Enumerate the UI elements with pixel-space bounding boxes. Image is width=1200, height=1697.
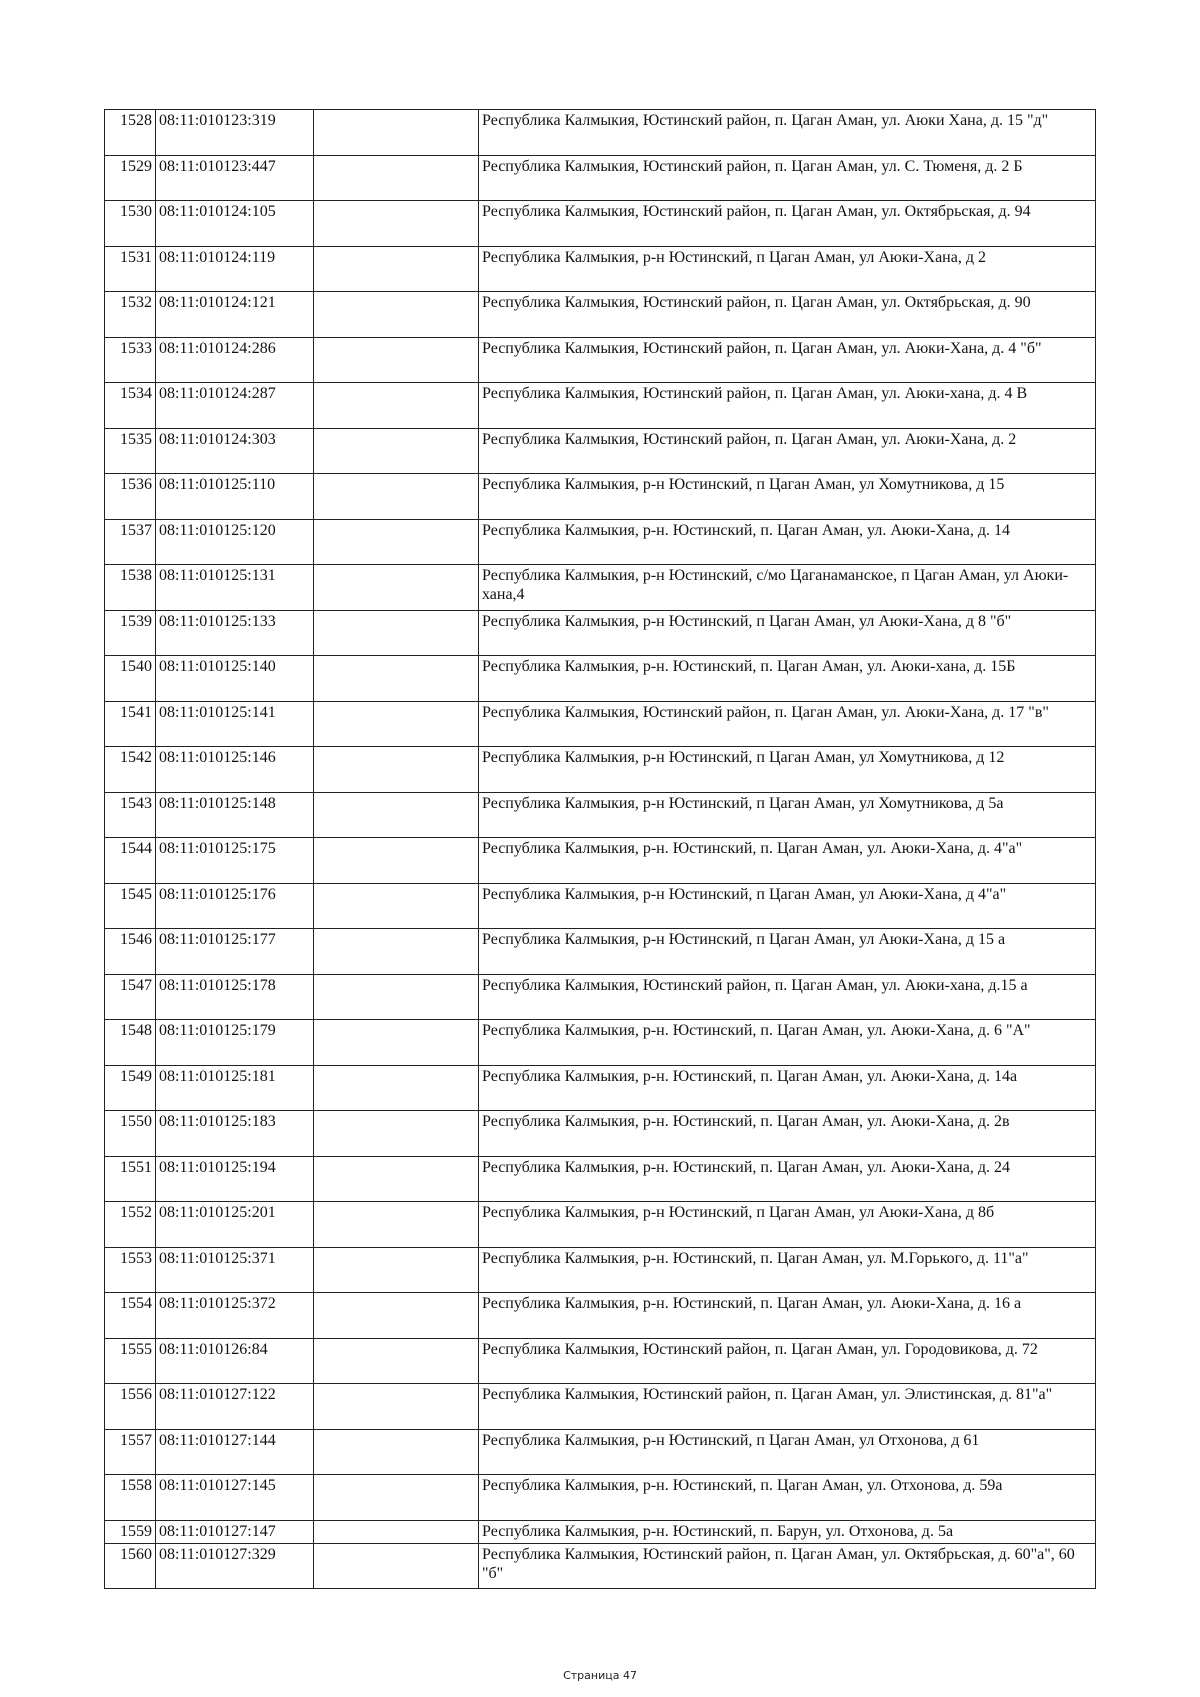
table-row (105, 1156, 1096, 1202)
cadastral-number: 08:11:010127:147 (156, 1520, 314, 1543)
row-number: 1536 (105, 474, 156, 520)
row-number: 1534 (105, 383, 156, 429)
table-row (105, 474, 1096, 520)
registry-table-body (105, 110, 1096, 1589)
empty-cell (314, 1020, 479, 1066)
empty-cell (314, 838, 479, 884)
row-number: 1532 (105, 292, 156, 338)
cadastral-number: 08:11:010125:140 (156, 656, 314, 702)
address-cell: Республика Калмыкия, Юстинский район, п. Цаган Аман, ул. С. Тюменя, д. 2 Б (479, 155, 1096, 201)
empty-cell (314, 701, 479, 747)
address-cell: Республика Калмыкия, р-н Юстинский, п Цаган Аман, ул Хомутникова, д 15 (479, 474, 1096, 520)
table-row (105, 383, 1096, 429)
cadastral-number: 08:11:010125:181 (156, 1065, 314, 1111)
address-cell: Республика Калмыкия, р-н Юстинский, с/мо Цаганаманское, п Цаган Аман, ул Аюки-хана,4 (479, 565, 1096, 611)
table-row (105, 1429, 1096, 1475)
table-row (105, 201, 1096, 247)
cadastral-number: 08:11:010125:148 (156, 792, 314, 838)
address-cell: Республика Калмыкия, Юстинский район, п. Цаган Аман, ул. Городовикова, д. 72 (479, 1338, 1096, 1384)
cadastral-number: 08:11:010125:120 (156, 519, 314, 565)
empty-cell (314, 155, 479, 201)
row-number: 1550 (105, 1111, 156, 1157)
cadastral-number: 08:11:010125:133 (156, 610, 314, 656)
address-cell: Республика Калмыкия, Юстинский район, п. Цаган Аман, ул. Аюки-Хана, д. 17 "в" (479, 701, 1096, 747)
row-number: 1559 (105, 1520, 156, 1543)
address-cell: Республика Калмыкия, р-н. Юстинский, п. Цаган Аман, ул. Аюки-Хана, д. 24 (479, 1156, 1096, 1202)
empty-cell (314, 201, 479, 247)
table-row (105, 1065, 1096, 1111)
address-cell: Республика Калмыкия, р-н. Юстинский, п. Цаган Аман, ул. Аюки-Хана, д. 14а (479, 1065, 1096, 1111)
cadastral-number: 08:11:010123:319 (156, 110, 314, 156)
address-cell: Республика Калмыкия, р-н. Юстинский, п. Цаган Аман, ул. Аюки-Хана, д. 6 "А" (479, 1020, 1096, 1066)
row-number: 1531 (105, 246, 156, 292)
empty-cell (314, 110, 479, 156)
empty-cell (314, 1065, 479, 1111)
address-cell: Республика Калмыкия, р-н Юстинский, п Цаган Аман, ул Аюки-Хана, д 8б (479, 1202, 1096, 1248)
table-row (105, 929, 1096, 975)
empty-cell (314, 1156, 479, 1202)
empty-cell (314, 747, 479, 793)
empty-cell (314, 337, 479, 383)
address-cell: Республика Калмыкия, р-н. Юстинский, п. Барун, ул. Отхонова, д. 5а (479, 1520, 1096, 1543)
address-cell: Республика Калмыкия, Юстинский район, п. Цаган Аман, ул. Элистинская, д. 81"а" (479, 1384, 1096, 1430)
cadastral-number: 08:11:010127:144 (156, 1429, 314, 1475)
empty-cell (314, 1293, 479, 1339)
table-row (105, 1475, 1096, 1521)
row-number: 1530 (105, 201, 156, 247)
address-cell: Республика Калмыкия, Юстинский район, п. Цаган Аман, ул. Октябрьская, д. 94 (479, 201, 1096, 247)
table-row (105, 337, 1096, 383)
table-row (105, 1384, 1096, 1430)
empty-cell (314, 565, 479, 611)
address-cell: Республика Калмыкия, Юстинский район, п. Цаган Аман, ул. Аюки-хана, д. 4 В (479, 383, 1096, 429)
empty-cell (314, 656, 479, 702)
empty-cell (314, 519, 479, 565)
row-number: 1545 (105, 883, 156, 929)
empty-cell (314, 974, 479, 1020)
address-cell: Республика Калмыкия, р-н. Юстинский, п. Цаган Аман, ул. Аюки-Хана, д. 14 (479, 519, 1096, 565)
table-row (105, 701, 1096, 747)
address-cell: Республика Калмыкия, р-н Юстинский, п Цаган Аман, ул Аюки-Хана, д 15 а (479, 929, 1096, 975)
row-number: 1560 (105, 1543, 156, 1589)
address-cell: Республика Калмыкия, р-н Юстинский, п Цаган Аман, ул Отхонова, д 61 (479, 1429, 1096, 1475)
row-number: 1554 (105, 1293, 156, 1339)
row-number: 1556 (105, 1384, 156, 1430)
address-cell: Республика Калмыкия, р-н. Юстинский, п. Цаган Аман, ул. Аюки-Хана, д. 16 а (479, 1293, 1096, 1339)
empty-cell (314, 1202, 479, 1248)
address-cell: Республика Калмыкия, Юстинский район, п. Цаган Аман, ул. Аюки-Хана, д. 4 "б" (479, 337, 1096, 383)
empty-cell (314, 474, 479, 520)
cadastral-number: 08:11:010125:176 (156, 883, 314, 929)
table-row (105, 428, 1096, 474)
table-row (105, 1543, 1096, 1589)
cadastral-number: 08:11:010124:303 (156, 428, 314, 474)
empty-cell (314, 1384, 479, 1430)
empty-cell (314, 1475, 479, 1521)
row-number: 1553 (105, 1247, 156, 1293)
address-cell: Республика Калмыкия, Юстинский район, п. Цаган Аман, ул. Аюки-хана, д.15 а (479, 974, 1096, 1020)
address-cell: Республика Калмыкия, Юстинский район, п. Цаган Аман, ул. Аюки Хана, д. 15 "д" (479, 110, 1096, 156)
cadastral-number: 08:11:010124:121 (156, 292, 314, 338)
table-row (105, 656, 1096, 702)
table-row (105, 1293, 1096, 1339)
empty-cell (314, 246, 479, 292)
cadastral-number: 08:11:010126:84 (156, 1338, 314, 1384)
cadastral-number: 08:11:010125:183 (156, 1111, 314, 1157)
empty-cell (314, 1111, 479, 1157)
empty-cell (314, 792, 479, 838)
cadastral-number: 08:11:010124:105 (156, 201, 314, 247)
row-number: 1548 (105, 1020, 156, 1066)
row-number: 1552 (105, 1202, 156, 1248)
cadastral-number: 08:11:010125:179 (156, 1020, 314, 1066)
registry-table (104, 109, 1096, 1589)
cadastral-number: 08:11:010124:119 (156, 246, 314, 292)
cadastral-number: 08:11:010125:141 (156, 701, 314, 747)
cadastral-number: 08:11:010123:447 (156, 155, 314, 201)
address-cell: Республика Калмыкия, р-н. Юстинский, п. Цаган Аман, ул. Аюки-Хана, д. 2в (479, 1111, 1096, 1157)
row-number: 1533 (105, 337, 156, 383)
table-row (105, 792, 1096, 838)
table-row (105, 838, 1096, 884)
row-number: 1551 (105, 1156, 156, 1202)
address-cell: Республика Калмыкия, р-н. Юстинский, п. Цаган Аман, ул. Аюки-Хана, д. 4"а" (479, 838, 1096, 884)
address-cell: Республика Калмыкия, Юстинский район, п. Цаган Аман, ул. Аюки-Хана, д. 2 (479, 428, 1096, 474)
cadastral-number: 08:11:010125:175 (156, 838, 314, 884)
cadastral-number: 08:11:010125:178 (156, 974, 314, 1020)
cadastral-number: 08:11:010125:131 (156, 565, 314, 611)
table-row (105, 1338, 1096, 1384)
row-number: 1537 (105, 519, 156, 565)
empty-cell (314, 929, 479, 975)
table-row (105, 1202, 1096, 1248)
table-row (105, 747, 1096, 793)
cadastral-number: 08:11:010124:286 (156, 337, 314, 383)
address-cell: Республика Калмыкия, р-н Юстинский, п Цаган Аман, ул Аюки-Хана, д 2 (479, 246, 1096, 292)
cadastral-number: 08:11:010127:122 (156, 1384, 314, 1430)
table-row (105, 246, 1096, 292)
table-row (105, 155, 1096, 201)
table-row (105, 883, 1096, 929)
empty-cell (314, 610, 479, 656)
row-number: 1546 (105, 929, 156, 975)
table-row (105, 110, 1096, 156)
address-cell: Республика Калмыкия, р-н Юстинский, п Цаган Аман, ул Хомутникова, д 5а (479, 792, 1096, 838)
table-row (105, 1520, 1096, 1543)
empty-cell (314, 1247, 479, 1293)
address-cell: Республика Калмыкия, р-н. Юстинский, п. Цаган Аман, ул. Аюки-хана, д. 15Б (479, 656, 1096, 702)
cadastral-number: 08:11:010125:194 (156, 1156, 314, 1202)
table-row (105, 519, 1096, 565)
cadastral-number: 08:11:010125:371 (156, 1247, 314, 1293)
row-number: 1555 (105, 1338, 156, 1384)
table-row (105, 292, 1096, 338)
table-row (105, 1111, 1096, 1157)
cadastral-number: 08:11:010127:329 (156, 1543, 314, 1589)
cadastral-number: 08:11:010125:201 (156, 1202, 314, 1248)
empty-cell (314, 1520, 479, 1543)
empty-cell (314, 428, 479, 474)
empty-cell (314, 1338, 479, 1384)
row-number: 1543 (105, 792, 156, 838)
address-cell: Республика Калмыкия, Юстинский район, п. Цаган Аман, ул. Октябрьская, д. 60"а", 60 "б" (479, 1543, 1096, 1589)
row-number: 1557 (105, 1429, 156, 1475)
empty-cell (314, 292, 479, 338)
table-row (105, 1020, 1096, 1066)
address-cell: Республика Калмыкия, Юстинский район, п. Цаган Аман, ул. Октябрьская, д. 90 (479, 292, 1096, 338)
row-number: 1535 (105, 428, 156, 474)
address-cell: Республика Калмыкия, р-н. Юстинский, п. Цаган Аман, ул. М.Горького, д. 11"а" (479, 1247, 1096, 1293)
row-number: 1528 (105, 110, 156, 156)
row-number: 1542 (105, 747, 156, 793)
row-number: 1558 (105, 1475, 156, 1521)
address-cell: Республика Калмыкия, р-н Юстинский, п Цаган Аман, ул Аюки-Хана, д 8 "б" (479, 610, 1096, 656)
address-cell: Республика Калмыкия, р-н. Юстинский, п. Цаган Аман, ул. Отхонова, д. 59а (479, 1475, 1096, 1521)
address-cell: Республика Калмыкия, р-н Юстинский, п Цаган Аман, ул Хомутникова, д 12 (479, 747, 1096, 793)
cadastral-number: 08:11:010125:146 (156, 747, 314, 793)
empty-cell (314, 383, 479, 429)
table-row (105, 974, 1096, 1020)
empty-cell (314, 1543, 479, 1589)
empty-cell (314, 883, 479, 929)
row-number: 1541 (105, 701, 156, 747)
empty-cell (314, 1429, 479, 1475)
cadastral-number: 08:11:010127:145 (156, 1475, 314, 1521)
row-number: 1547 (105, 974, 156, 1020)
table-row (105, 610, 1096, 656)
row-number: 1544 (105, 838, 156, 884)
row-number: 1538 (105, 565, 156, 611)
cadastral-number: 08:11:010125:372 (156, 1293, 314, 1339)
row-number: 1540 (105, 656, 156, 702)
cadastral-number: 08:11:010124:287 (156, 383, 314, 429)
row-number: 1529 (105, 155, 156, 201)
row-number: 1539 (105, 610, 156, 656)
table-row (105, 565, 1096, 611)
cadastral-number: 08:11:010125:110 (156, 474, 314, 520)
table-row (105, 1247, 1096, 1293)
address-cell: Республика Калмыкия, р-н Юстинский, п Цаган Аман, ул Аюки-Хана, д 4"а" (479, 883, 1096, 929)
cadastral-number: 08:11:010125:177 (156, 929, 314, 975)
page-footer: Страница 47 (563, 1669, 637, 1682)
row-number: 1549 (105, 1065, 156, 1111)
